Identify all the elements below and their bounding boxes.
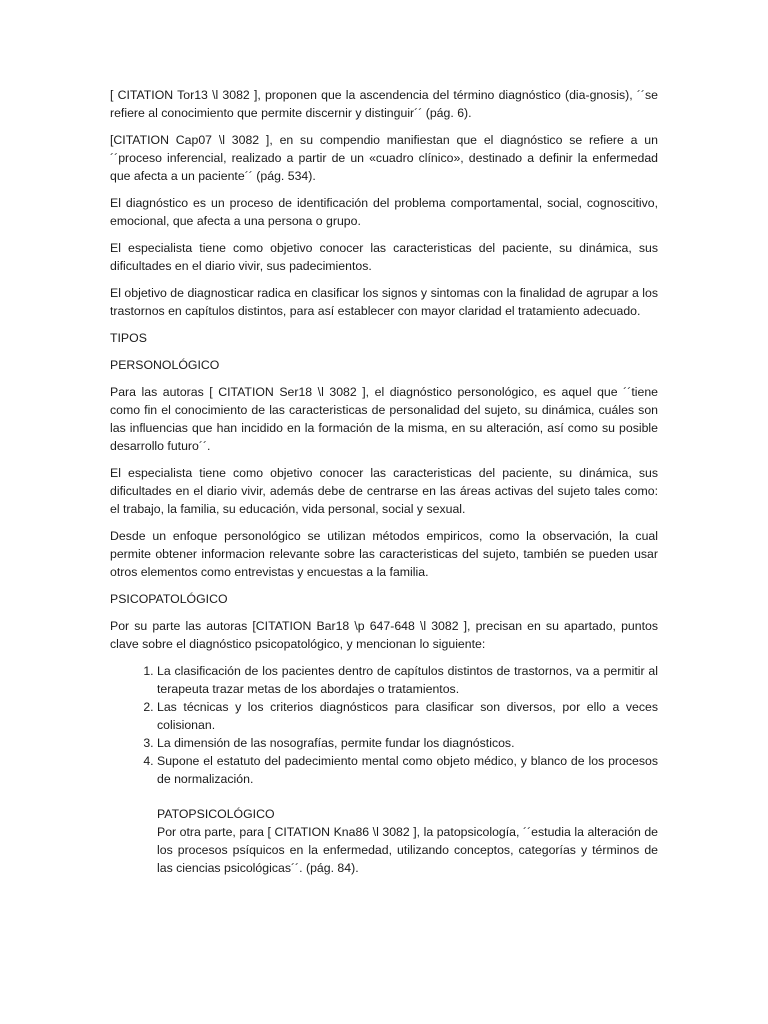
list-item: 2. Las técnicas y los criterios diagnósticos para clasificar son diversos, por ello a veces colisionan. (157, 698, 658, 734)
heading-psicopatologico: PSICOPATOLÓGICO (110, 592, 228, 606)
patopsicologico-section (110, 805, 658, 877)
numbered-list (110, 662, 658, 788)
list-item: 1. La clasificación de los pacientes dentro de capítulos distintos de trastornos, va a permitir al terapeuta trazar metas de los abordajes o tratamientos. (157, 662, 658, 698)
paragraph-objetivo-diagnosticar: El objetivo de diagnosticar radica en clasificar los signos y sintomas con la finalidad de agrupar a los trastornos en capítulos distintos, para así establecer con mayor claridad el tratamiento adecuado. (110, 286, 658, 318)
heading-tipos: TIPOS (110, 331, 147, 345)
list-item: 4. Supone el estatuto del padecimiento mental como objeto médico, y blanco de los procesos de normalización. (157, 752, 658, 788)
paragraph-personologico-metodos: Desde un enfoque personológico se utilizan métodos empiricos, como la observación, la cual permite obtener informacion relevante sobre las caracteristicas del sujeto, también se pueden usar otros elementos como entrevistas y encuestas a la familia. (110, 529, 658, 579)
paragraph-patopsicologico: Por otra parte, para [ CITATION Kna86 \l 3082 ], la patopsicología, ´´estudia la alteración de los procesos psíquicos en la enfermedad, utilizando conceptos, categorías y términos de las ciencias psicológicas´´. (pág. 84). (157, 825, 658, 875)
heading-patopsicologico: PATOPSICOLÓGICO (157, 807, 275, 821)
paragraph-personologico-especialista: El especialista tiene como objetivo conocer las caracteristicas del paciente, su dinámica, sus dificultades en el diario vivir, además debe de centrarse en las áreas activas del sujeto tales como: el trabajo, la familia, su educación, vida personal, social y sexual. (110, 466, 658, 516)
heading-personologico: PERSONOLÓGICO (110, 358, 220, 372)
paragraph-especialista-objetivo: El especialista tiene como objetivo conocer las caracteristicas del paciente, su dinámica, sus dificultades en el diario vivir, sus padecimientos. (110, 241, 658, 273)
document-body (110, 86, 658, 877)
paragraph-citation-cap07: [CITATION Cap07 \l 3082 ], en su compendio manifiestan que el diagnóstico se refiere a un ´´proceso inferencial, realizado a partir de un «cuadro clínico», destinado a definir la enfermedad que afecta a un paciente´´ (pág. 534). (110, 133, 658, 183)
paragraph-citation-tor13: [ CITATION Tor13 \l 3082 ], proponen que la ascendencia del término diagnóstico (dia-gnosis), ´´se refiere al conocimiento que permite discernir y distinguir´´ (pág. 6). (110, 88, 658, 120)
paragraph-diagnostico-definicion: El diagnóstico es un proceso de identificación del problema comportamental, social, cognoscitivo, emocional, que afecta a una persona o grupo. (110, 196, 658, 228)
list-item: 3. La dimensión de las nosografías, permite fundar los diagnósticos. (157, 734, 658, 752)
paragraph-personologico-definicion: Para las autoras [ CITATION Ser18 \l 3082 ], el diagnóstico personológico, es aquel que ´´tiene como fin el conocimiento de las caracteristicas de personalidad del sujeto, su dinámica, cuáles son las influencias que han incidido en la formación de la misma, en su alteración, así como su posible desarrollo futuro´´. (110, 385, 658, 453)
paragraph-psicopatologico: Por su parte las autoras [CITATION Bar18 \p 647-648 \l 3082 ], precisan en su apartado, puntos clave sobre el diagnóstico psicopatológico, y mencionan lo siguiente: (110, 619, 658, 651)
